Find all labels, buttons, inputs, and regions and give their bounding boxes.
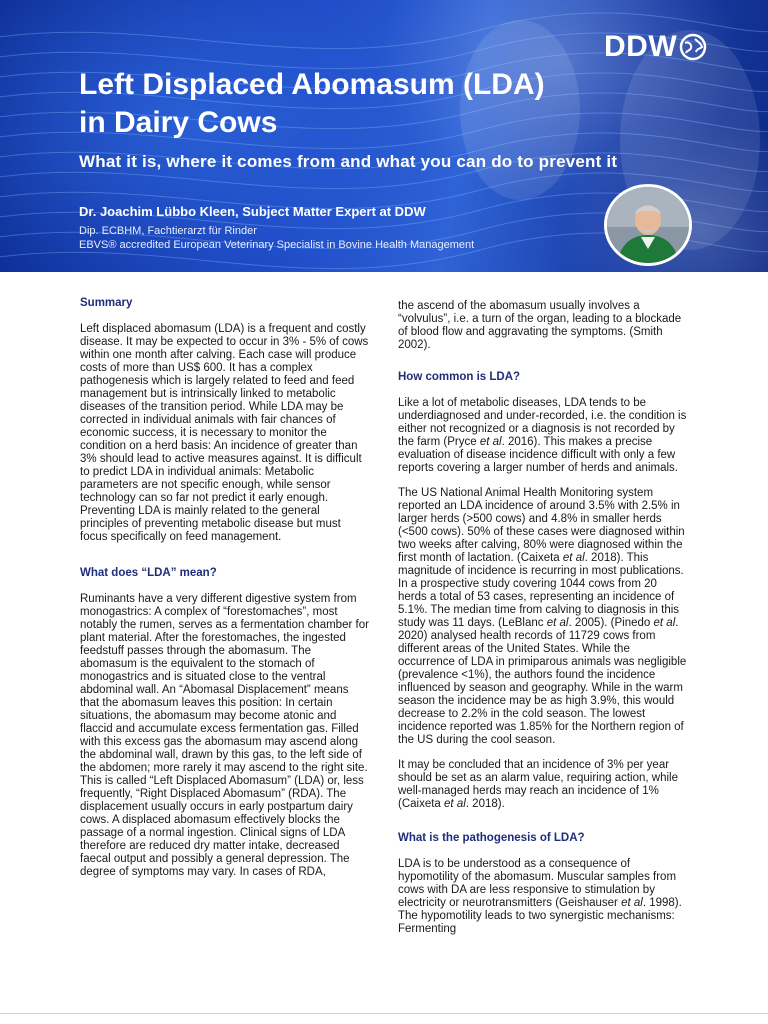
- common-paragraph-2: The US National Animal Health Monitoring system reported an LDA incidence of around 3.5% with 2.5% in larger herds (>500 cows) and 4.8% in smaller herds (<500 cows). 50% of these cases were diagnosed within two weeks after calving, 80% were diagnosed within the first month of lactation. (Caixeta et al. 2018). This magnitude of incidence is recurring in most publications. In a prospective study covering 1044 cows from 20 herds a total of 53 cases, representing an incidence of 5.1%. The median time from calving to diagnosis in this study was 11 days. (LeBlanc et al. 2005). (Pinedo et al. 2020) analysed health records of 11729 cows from different areas of the United States. While the occurrence of LDA in primiparous animals was negligible (prevalence <1%), the authors found the incidence influenced by season and geography. While in the warm season the incidence may be as high 3.9%, this would decrease to 2.2% in the cold season. The lowest incidence reported was 1.85% for the Northern region of the US during the cool season.: [398, 487, 687, 746]
- common-paragraph-3: It may be concluded that an incidence of 3% per year should be set as an alarm value, requiring action, while well-managed herds may reach an incidence of 1% (Caixeta et al. 2018).: [398, 759, 678, 810]
- meaning-heading: What does “LDA” mean?: [80, 567, 217, 579]
- author-photo-illustration: [607, 187, 689, 263]
- author-name: Dr. Joachim Lübbo Kleen, Subject Matter Expert at DDW: [79, 204, 426, 219]
- title-line-2: in Dairy Cows: [79, 106, 278, 139]
- hero-banner: [0, 0, 768, 272]
- bottom-divider: [0, 1013, 768, 1014]
- ddw-logo: [604, 30, 707, 64]
- author-photo: [604, 184, 692, 266]
- logo-text: DDW: [604, 30, 678, 63]
- common-paragraph-1: Like a lot of metabolic diseases, LDA tends to be underdiagnosed and under-recorded, i.e. the condition is either not recognized or a diagnosis is not recorded by the farm (Pryce et al. 2016). This makes a precise evaluation of disease incidence difficult with only a few reports covering a larger number of herds and animals.: [398, 397, 687, 474]
- title-line-1: Left Displaced Abomasum (LDA): [79, 68, 545, 101]
- author-credential-2: EBVS® accredited European Veterinary Specialist in Bovine Health Management: [79, 239, 475, 251]
- author-credential-1: Dip. ECBHM, Fachtierarzt für Rinder: [79, 225, 257, 237]
- left-column: [80, 296, 370, 891]
- summary-text: Left displaced abomasum (LDA) is a frequent and costly disease. It may be expected to occur in 3% - 5% of cows within one month after calving. Each case will produce costs of more than US$ 600. It has a complex pathogenesis which is largely related to feed and feed management but is intrinsically linked to metabolic diseases of the transition period. While LDA may be corrected in individual animals with fair chances of economic success, it is necessary to monitor the condition on a herd basis: An incidence of greater than 3% should lead to active measures against. It is difficult to predict LDA in individual animals: Metabolic parameters are not specific enough, while sensor technology can so far not predict it early enough. Preventing LDA is mainly related to the general principles of preventing metabolic disease but must focus specifically on feed management.: [80, 323, 369, 543]
- right-column: [398, 300, 688, 948]
- pathogenesis-heading: What is the pathogenesis of LDA?: [398, 832, 585, 844]
- summary-heading: Summary: [80, 297, 133, 309]
- page-subtitle: What it is, where it comes from and what you can do to prevent it: [79, 152, 618, 171]
- right-intro-text: the ascend of the abomasum usually involves a “volvulus”, i.e. a turn of the organ, leading to a blockade of blood flow and aggravating the symptoms. (Smith 2002).: [398, 300, 682, 351]
- globe-icon: [679, 33, 707, 61]
- pathogenesis-paragraph-1: LDA is to be understood as a consequence of hypomotility of the abomasum. Muscular samples from cows with DA are less responsive to stimulation by electricity or neurotransmitters (Geishauser et al. 1998). The hypomotility leads to two synergistic mechanisms: Fermenting: [398, 858, 682, 935]
- meaning-text: Ruminants have a very different digestive system from monogastrics: A complex of “forestomaches”, most notably the rumen, serves as a fermentation chamber for plant material. After the forestomaches, the ingested feedstuff passes through the abomasum. The abomasum is the equivalent to the stomach of monogastrics and is situated close to the ventral abdominal wall. An “Abomasal Displacement” means that the abomasum leaves this position: In certain situations, the abomasum may become atonic and flaccid and accumulate excess fermentation gas. Filled with this excess gas the abomasum may ascend along the abdominal wall, drawn by this gas, to the left side of the abdomen; more rarely it may ascend to the right site. This is called “Left Displaced Abomasum” (LDA) or, less frequently, “Right Displaced Abomasum” (RDA). The displacement usually occurs in early postpartum dairy cows. A displaced abomasum effectively blocks the passage of a normal ingestion. Clinical signs of LDA therefore are reduced dry matter intake, decreased faecal output and possibly a general depression. The degree of symptoms may vary. In cases of RDA,: [80, 593, 369, 878]
- page-title: [79, 66, 545, 142]
- common-heading: How common is LDA?: [398, 371, 521, 383]
